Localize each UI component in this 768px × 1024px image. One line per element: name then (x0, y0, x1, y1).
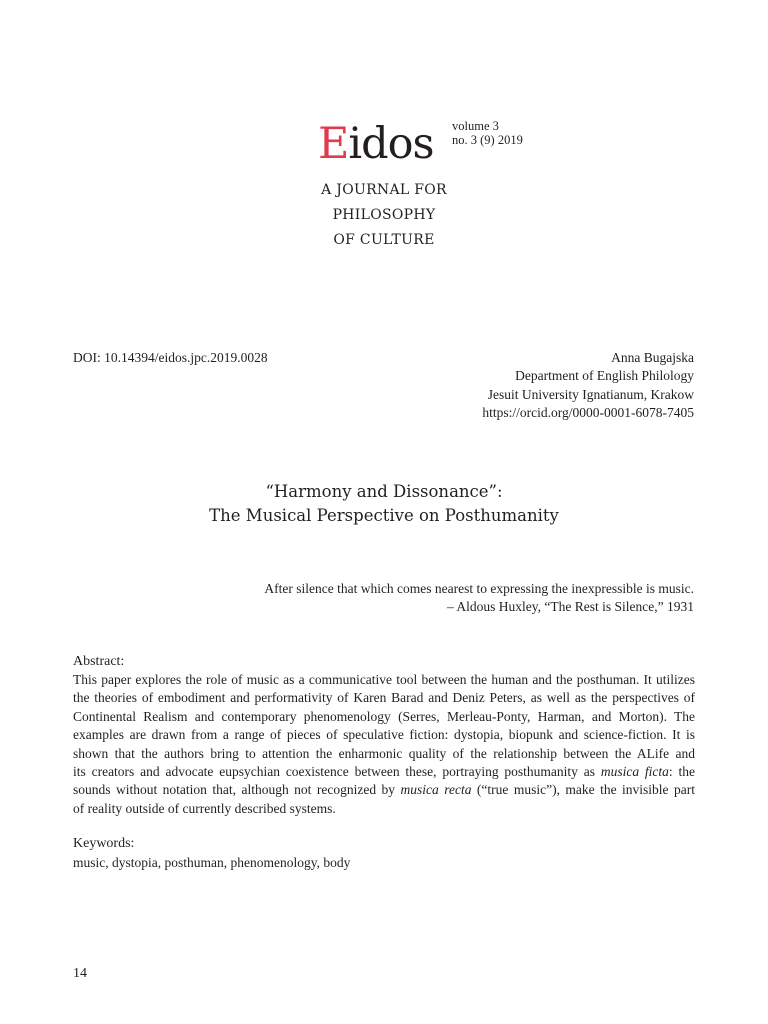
paper-title (0, 480, 768, 528)
abstract-line (73, 763, 695, 781)
logo-initial: E (318, 119, 349, 169)
author-department: Department of English Philology (515, 368, 694, 384)
title-line-1: “Harmony and Dissonance”: (265, 482, 503, 501)
logo-rest: idos (348, 119, 434, 169)
abstract-line: of reality outside of currently described systems. (73, 800, 336, 816)
abstract-label: Abstract: (73, 654, 125, 669)
abstract-text-segment: : the (668, 764, 695, 780)
keywords-list: music, dystopia, posthuman, phenomenology, body (73, 855, 351, 870)
abstract-text (73, 671, 695, 818)
title-line-2: The Musical Perspective on Posthumanity (209, 506, 559, 525)
epigraph-quote: After silence that which comes nearest to expressing the inexpressible is music. (264, 581, 694, 596)
author-name: Anna Bugajska (611, 350, 694, 365)
abstract-text-segment: its creators and advocate eupsychian coexistence between these, portraying posthumanity as (73, 764, 601, 780)
subtitle-line-1: A JOURNAL FOR (321, 182, 447, 198)
epigraph-attribution: – Aldous Huxley, “The Rest is Silence,” 1931 (447, 599, 694, 614)
abstract-text-segment: sounds without notation that, although not recognized by (73, 782, 401, 798)
volume-number: volume 3 (452, 119, 499, 133)
doi[interactable]: DOI: 10.14394/eidos.jpc.2019.0028 (73, 350, 268, 365)
epigraph (264, 580, 694, 616)
journal-subtitle (0, 178, 768, 253)
subtitle-line-3: OF CULTURE (333, 232, 435, 248)
abstract-line: This paper explores the role of music as a communicative tool between the human and the posthuman. It utilizes (73, 672, 695, 687)
subtitle-line-2: PHILOSOPHY (332, 207, 436, 223)
abstract-italic-term: musica recta (400, 782, 472, 798)
author-institution: Jesuit University Ignatianum, Krakow (487, 386, 694, 402)
abstract-line: shown that the authors bring to attention the enharmonic quality of the relationship between the ALife and (73, 745, 695, 761)
keywords-label: Keywords: (73, 836, 135, 851)
abstract-line: examples are drawn from a range of pieces of speculative fiction: dystopia, biopunk and science-fiction. It is (73, 727, 695, 743)
author-orcid-link[interactable]: https://orcid.org/0000-0001-6078-7405 (482, 404, 694, 420)
page-number: 14 (73, 966, 87, 981)
abstract-line (73, 781, 695, 799)
author-block (482, 349, 694, 422)
issue-number: no. 3 (9) 2019 (452, 133, 523, 147)
volume-info (452, 119, 523, 147)
journal-logo (318, 118, 434, 170)
abstract-italic-term: musica ficta (600, 764, 669, 780)
abstract-text-segment: (“true music”), make the invisible part (471, 782, 695, 798)
abstract-line: the theories of embodiment and performativity of Karen Barad and Deniz Peters, as well as the perspectives of (73, 690, 695, 706)
abstract-line: Continental Realism and contemporary phenomenology (Serres, Merleau-Ponty, Harman, and Morton). The (73, 708, 695, 724)
